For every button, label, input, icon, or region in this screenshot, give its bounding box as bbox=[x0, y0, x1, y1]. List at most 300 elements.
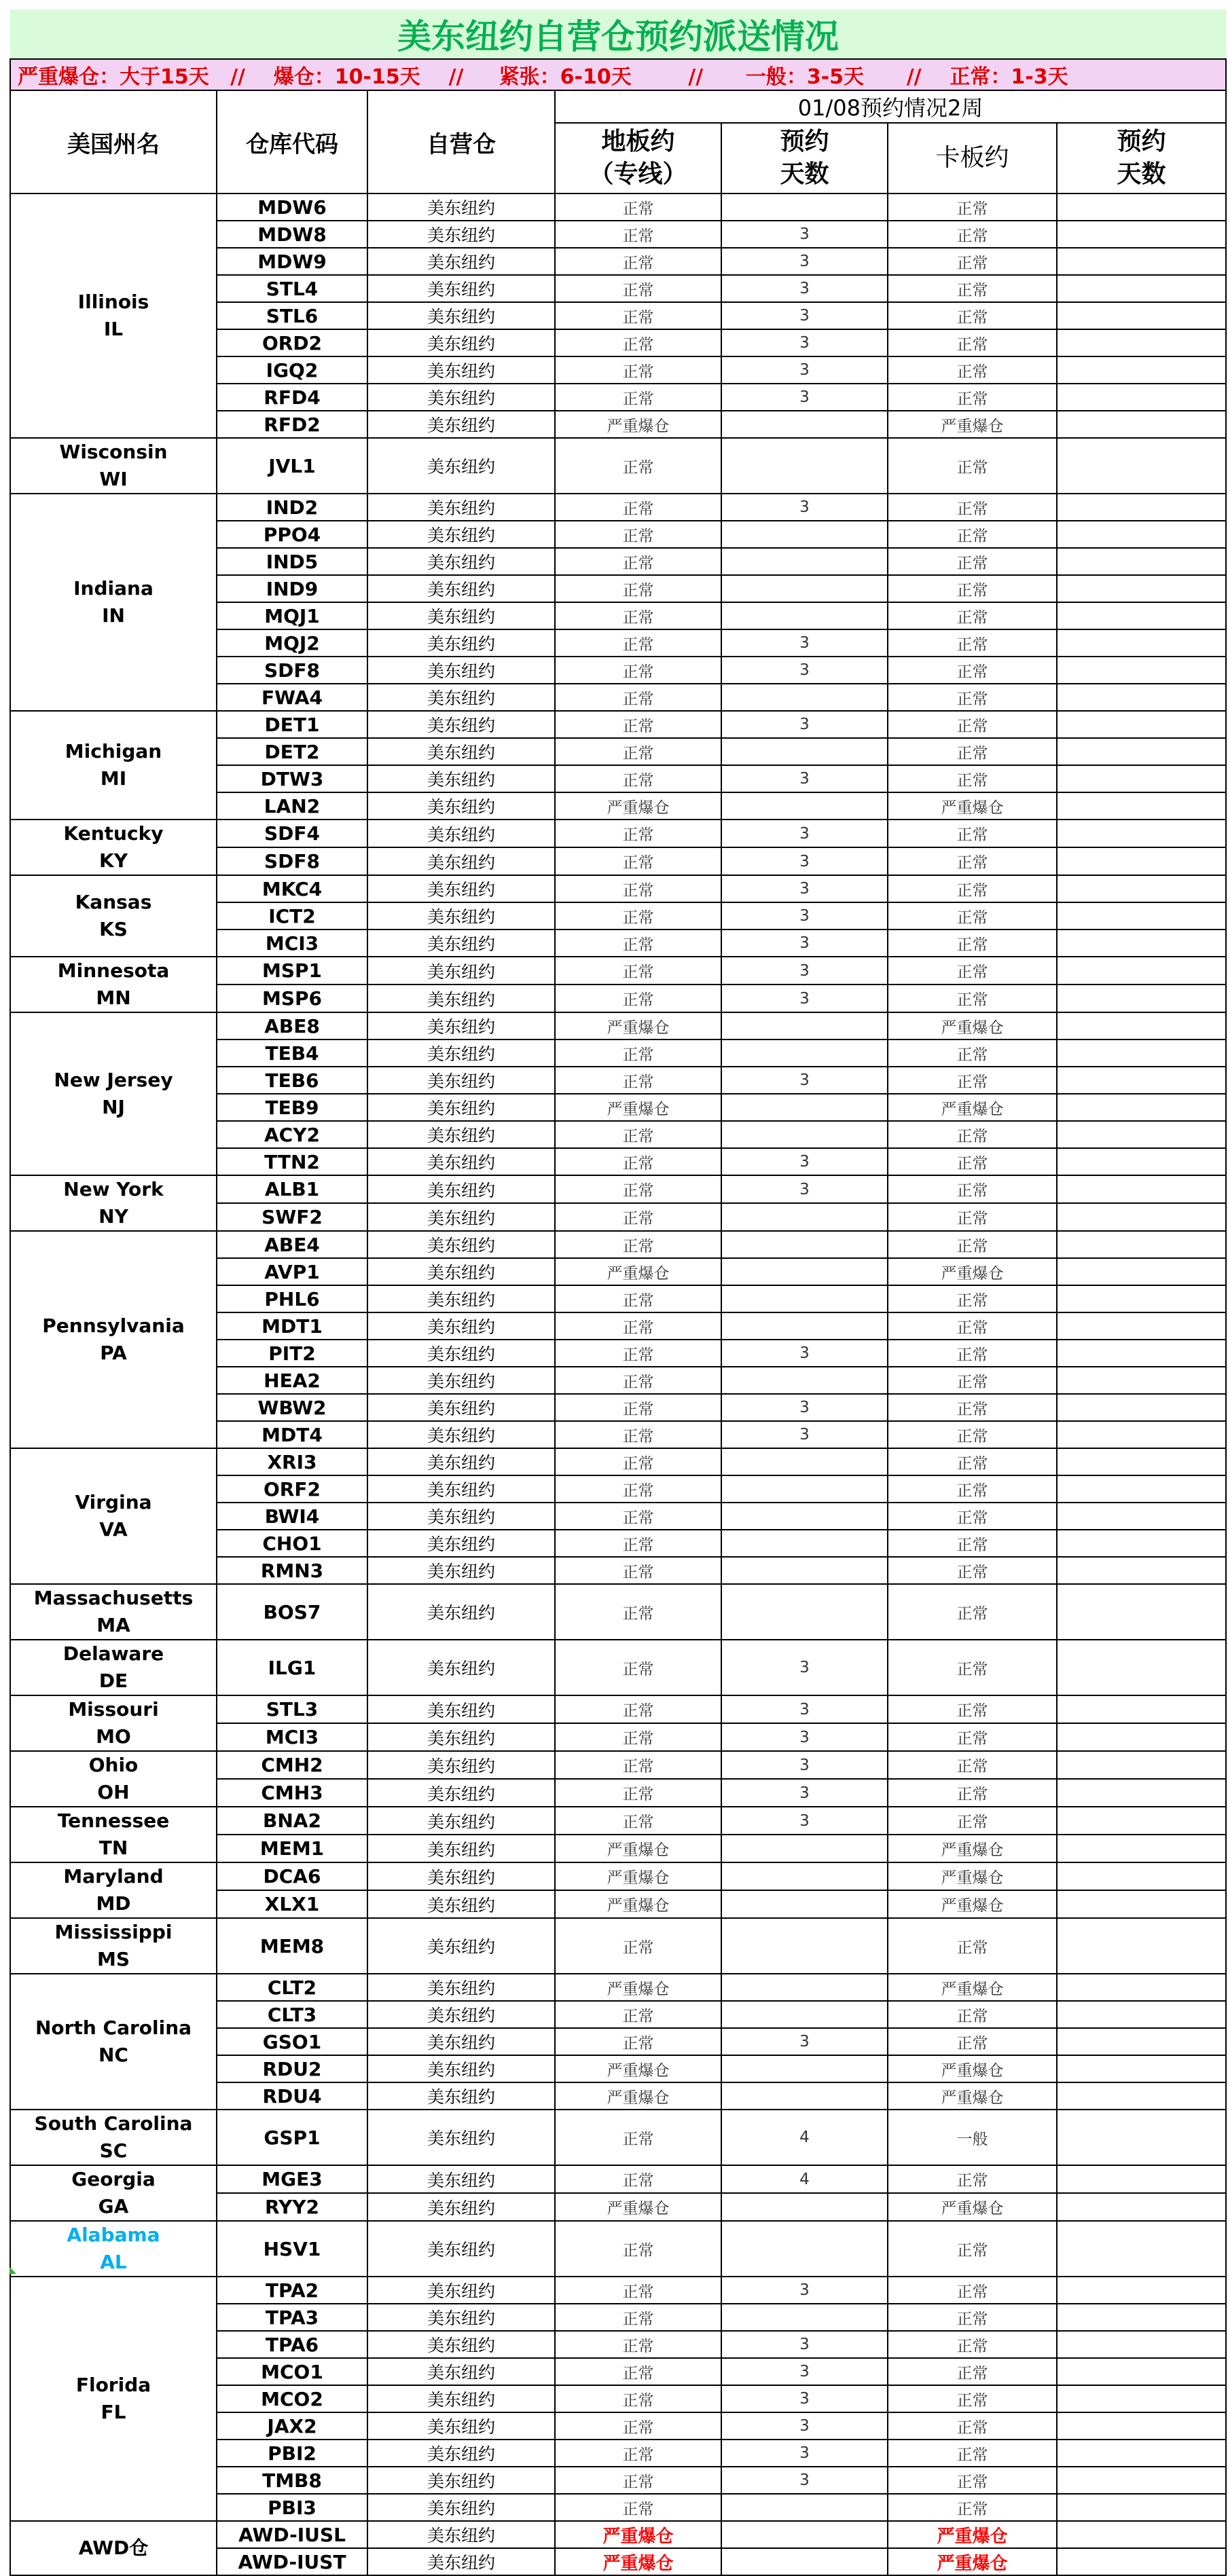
warehouse-cell: 美东纽约 bbox=[367, 1448, 555, 1475]
warehouse-code-cell: FWA4 bbox=[217, 684, 367, 711]
warehouse-code-cell: RDU4 bbox=[217, 2082, 367, 2110]
header-days-1: 预约 天数 bbox=[721, 123, 888, 194]
floor-days-cell bbox=[721, 1448, 888, 1475]
pallet-status-cell: 正常 bbox=[888, 1530, 1057, 1557]
warehouse-code-cell: PBI2 bbox=[217, 2440, 367, 2467]
floor-days-cell: 3 bbox=[721, 711, 888, 738]
sheet-title: 美东纽约自营仓预约派送情况 bbox=[10, 10, 1226, 59]
state-cell: Georgia GA bbox=[10, 2165, 217, 2221]
floor-status-cell: 严重爆仓 bbox=[555, 1258, 721, 1285]
warehouse-cell: 美东纽约 bbox=[367, 629, 555, 657]
warehouse-cell: 美东纽约 bbox=[367, 1012, 555, 1039]
floor-status-cell: 正常 bbox=[555, 1340, 721, 1367]
table-row bbox=[10, 2165, 1226, 2193]
floor-status-cell: 正常 bbox=[555, 602, 721, 629]
warehouse-cell: 美东纽约 bbox=[367, 1258, 555, 1285]
warehouse-cell: 美东纽约 bbox=[367, 1862, 555, 1890]
floor-days-cell bbox=[721, 1862, 888, 1890]
floor-status-cell: 正常 bbox=[555, 2277, 721, 2304]
floor-days-cell bbox=[721, 1835, 888, 1862]
pallet-days-cell bbox=[1057, 1421, 1226, 1448]
warehouse-code-cell: JAX2 bbox=[217, 2412, 367, 2440]
floor-days-cell: 3 bbox=[721, 1779, 888, 1807]
pallet-days-cell bbox=[1057, 221, 1226, 248]
warehouse-cell: 美东纽约 bbox=[367, 2193, 555, 2221]
pallet-status-cell: 严重爆仓 bbox=[888, 2521, 1057, 2548]
pallet-days-cell bbox=[1057, 2304, 1226, 2331]
floor-days-cell: 3 bbox=[721, 820, 888, 847]
floor-days-cell bbox=[721, 2304, 888, 2331]
pallet-status-cell: 正常 bbox=[888, 438, 1057, 494]
pallet-days-cell bbox=[1057, 1285, 1226, 1312]
pallet-days-cell bbox=[1057, 1148, 1226, 1175]
warehouse-cell: 美东纽约 bbox=[367, 1807, 555, 1835]
floor-status-cell: 正常 bbox=[555, 1503, 721, 1530]
pallet-days-cell bbox=[1057, 1367, 1226, 1394]
warehouse-code-cell: CMH3 bbox=[217, 1779, 367, 1807]
pallet-days-cell bbox=[1057, 2521, 1226, 2548]
floor-days-cell bbox=[721, 1918, 888, 1974]
state-cell: South Carolina SC bbox=[10, 2110, 217, 2165]
pallet-days-cell bbox=[1057, 765, 1226, 792]
warehouse-cell: 美东纽约 bbox=[367, 1779, 555, 1807]
pallet-status-cell: 正常 bbox=[888, 2494, 1057, 2521]
warehouse-cell: 美东纽约 bbox=[367, 2467, 555, 2494]
warehouse-code-cell: MDT1 bbox=[217, 1312, 367, 1340]
warehouse-cell: 美东纽约 bbox=[367, 2440, 555, 2467]
floor-status-cell: 正常 bbox=[555, 2028, 721, 2055]
warehouse-cell: 美东纽约 bbox=[367, 711, 555, 738]
title-row bbox=[10, 10, 1226, 59]
pallet-status-cell: 正常 bbox=[888, 738, 1057, 765]
warehouse-code-cell: MCI3 bbox=[217, 1723, 367, 1751]
pallet-days-cell bbox=[1057, 847, 1226, 875]
floor-status-cell: 正常 bbox=[555, 548, 721, 575]
warehouse-cell: 美东纽约 bbox=[367, 1175, 555, 1203]
floor-status-cell: 严重爆仓 bbox=[555, 792, 721, 820]
state-cell: Tennessee TN bbox=[10, 1807, 217, 1862]
pallet-days-cell bbox=[1057, 1695, 1226, 1723]
warehouse-cell: 美东纽约 bbox=[367, 1695, 555, 1723]
floor-days-cell bbox=[721, 1367, 888, 1394]
warehouse-code-cell: PIT2 bbox=[217, 1340, 367, 1367]
state-cell: Kansas KS bbox=[10, 875, 217, 957]
pallet-days-cell bbox=[1057, 2277, 1226, 2304]
table-row bbox=[10, 2277, 1226, 2304]
state-cell: Minnesota MN bbox=[10, 957, 217, 1012]
pallet-status-cell: 一般 bbox=[888, 2110, 1057, 2165]
floor-status-cell: 正常 bbox=[555, 2494, 721, 2521]
pallet-status-cell: 正常 bbox=[888, 521, 1057, 548]
pallet-days-cell bbox=[1057, 957, 1226, 985]
warehouse-cell: 美东纽约 bbox=[367, 575, 555, 602]
severity-legend: 严重爆仓：大于15天 // 爆仓：10-15天 // 紧张：6-10天 // 一般：3-5天 // 正常：1-3天 bbox=[10, 59, 1226, 90]
floor-status-cell: 严重爆仓 bbox=[555, 411, 721, 438]
floor-days-cell: 3 bbox=[721, 765, 888, 792]
pallet-days-cell bbox=[1057, 738, 1226, 765]
warehouse-cell: 美东纽约 bbox=[367, 875, 555, 902]
pallet-days-cell bbox=[1057, 1779, 1226, 1807]
warehouse-code-cell: TTN2 bbox=[217, 1148, 367, 1175]
floor-status-cell: 严重爆仓 bbox=[555, 2521, 721, 2548]
floor-days-cell bbox=[721, 575, 888, 602]
floor-days-cell: 3 bbox=[721, 1751, 888, 1779]
warehouse-cell: 美东纽约 bbox=[367, 1584, 555, 1640]
pallet-status-cell: 严重爆仓 bbox=[888, 2055, 1057, 2082]
floor-status-cell: 正常 bbox=[555, 2385, 721, 2412]
floor-days-cell bbox=[721, 1285, 888, 1312]
floor-days-cell bbox=[721, 1231, 888, 1258]
pallet-status-cell: 严重爆仓 bbox=[888, 1974, 1057, 2001]
pallet-days-cell bbox=[1057, 1530, 1226, 1557]
floor-status-cell: 正常 bbox=[555, 738, 721, 765]
pallet-status-cell: 正常 bbox=[888, 847, 1057, 875]
warehouse-code-cell: RMN3 bbox=[217, 1557, 367, 1584]
warehouse-code-cell: SDF4 bbox=[217, 820, 367, 847]
pallet-status-cell: 正常 bbox=[888, 902, 1057, 930]
floor-status-cell: 严重爆仓 bbox=[555, 1835, 721, 1862]
floor-status-cell: 正常 bbox=[555, 2110, 721, 2165]
state-cell: Pennsylvania PA bbox=[10, 1231, 217, 1448]
pallet-days-cell bbox=[1057, 875, 1226, 902]
floor-status-cell: 正常 bbox=[555, 1918, 721, 1974]
pallet-status-cell: 正常 bbox=[888, 1367, 1057, 1394]
warehouse-cell: 美东纽约 bbox=[367, 1121, 555, 1148]
warehouse-code-cell: HSV1 bbox=[217, 2221, 367, 2277]
floor-status-cell: 正常 bbox=[555, 2467, 721, 2494]
floor-status-cell: 正常 bbox=[555, 711, 721, 738]
pallet-status-cell: 正常 bbox=[888, 2331, 1057, 2358]
legend-row bbox=[10, 59, 1226, 90]
floor-days-cell bbox=[721, 2082, 888, 2110]
floor-days-cell bbox=[721, 2193, 888, 2221]
warehouse-code-cell: CLT3 bbox=[217, 2001, 367, 2028]
warehouse-code-cell: GSP1 bbox=[217, 2110, 367, 2165]
pallet-days-cell bbox=[1057, 1175, 1226, 1203]
table-row bbox=[10, 1231, 1226, 1258]
warehouse-cell: 美东纽约 bbox=[367, 2110, 555, 2165]
pallet-days-cell bbox=[1057, 1094, 1226, 1121]
warehouse-cell: 美东纽约 bbox=[367, 2548, 555, 2575]
pallet-days-cell bbox=[1057, 1312, 1226, 1340]
warehouse-cell: 美东纽约 bbox=[367, 1094, 555, 1121]
floor-status-cell: 正常 bbox=[555, 302, 721, 329]
pallet-status-cell: 严重爆仓 bbox=[888, 1835, 1057, 1862]
warehouse-cell: 美东纽约 bbox=[367, 1723, 555, 1751]
pallet-days-cell bbox=[1057, 902, 1226, 930]
pallet-status-cell: 正常 bbox=[888, 1285, 1057, 1312]
warehouse-code-cell: TPA3 bbox=[217, 2304, 367, 2331]
warehouse-cell: 美东纽约 bbox=[367, 738, 555, 765]
pallet-days-cell bbox=[1057, 1751, 1226, 1779]
pallet-status-cell: 正常 bbox=[888, 930, 1057, 957]
floor-days-cell bbox=[721, 2221, 888, 2277]
floor-status-cell: 正常 bbox=[555, 1203, 721, 1231]
warehouse-code-cell: MQJ1 bbox=[217, 602, 367, 629]
pallet-status-cell: 严重爆仓 bbox=[888, 2193, 1057, 2221]
state-cell: Florida FL bbox=[10, 2277, 217, 2521]
floor-days-cell bbox=[721, 1258, 888, 1285]
warehouse-code-cell: TPA6 bbox=[217, 2331, 367, 2358]
pallet-days-cell bbox=[1057, 329, 1226, 356]
warehouse-cell: 美东纽约 bbox=[367, 2055, 555, 2082]
warehouse-cell: 美东纽约 bbox=[367, 1503, 555, 1530]
pallet-status-cell: 严重爆仓 bbox=[888, 2082, 1057, 2110]
floor-days-cell: 3 bbox=[721, 847, 888, 875]
pallet-status-cell: 正常 bbox=[888, 2358, 1057, 2385]
pallet-days-cell bbox=[1057, 1807, 1226, 1835]
pallet-days-cell bbox=[1057, 2082, 1226, 2110]
warehouse-code-cell: PBI3 bbox=[217, 2494, 367, 2521]
pallet-days-cell bbox=[1057, 1012, 1226, 1039]
warehouse-cell: 美东纽约 bbox=[367, 275, 555, 302]
floor-days-cell bbox=[721, 1557, 888, 1584]
pallet-status-cell: 正常 bbox=[888, 1231, 1057, 1258]
state-cell: Mississippi MS bbox=[10, 1918, 217, 1974]
floor-days-cell: 3 bbox=[721, 930, 888, 957]
floor-days-cell: 3 bbox=[721, 2440, 888, 2467]
pallet-status-cell: 正常 bbox=[888, 548, 1057, 575]
floor-status-cell: 正常 bbox=[555, 384, 721, 411]
table-row bbox=[10, 438, 1226, 494]
warehouse-cell: 美东纽约 bbox=[367, 1394, 555, 1421]
floor-days-cell: 3 bbox=[721, 1175, 888, 1203]
warehouse-cell: 美东纽约 bbox=[367, 2494, 555, 2521]
warehouse-cell: 美东纽约 bbox=[367, 2385, 555, 2412]
floor-status-cell: 正常 bbox=[555, 1584, 721, 1640]
warehouse-code-cell: LAN2 bbox=[217, 792, 367, 820]
floor-days-cell bbox=[721, 2548, 888, 2575]
floor-days-cell bbox=[721, 1312, 888, 1340]
warehouse-cell: 美东纽约 bbox=[367, 221, 555, 248]
pallet-days-cell bbox=[1057, 575, 1226, 602]
floor-days-cell: 3 bbox=[721, 902, 888, 930]
pallet-days-cell bbox=[1057, 2055, 1226, 2082]
floor-days-cell: 3 bbox=[721, 329, 888, 356]
pallet-days-cell bbox=[1057, 1039, 1226, 1067]
floor-status-cell: 正常 bbox=[555, 875, 721, 902]
pallet-status-cell: 正常 bbox=[888, 1918, 1057, 1974]
state-cell: Massachusetts MA bbox=[10, 1584, 217, 1640]
floor-days-cell: 3 bbox=[721, 2028, 888, 2055]
warehouse-code-cell: IND9 bbox=[217, 575, 367, 602]
pallet-days-cell bbox=[1057, 2193, 1226, 2221]
state-cell: Ohio OH bbox=[10, 1751, 217, 1807]
pallet-days-cell bbox=[1057, 2467, 1226, 2494]
warehouse-cell: 美东纽约 bbox=[367, 1530, 555, 1557]
warehouse-code-cell: MKC4 bbox=[217, 875, 367, 902]
state-cell: Kentucky KY bbox=[10, 820, 217, 875]
floor-days-cell bbox=[721, 2055, 888, 2082]
floor-days-cell bbox=[721, 684, 888, 711]
floor-days-cell: 3 bbox=[721, 1148, 888, 1175]
table-row bbox=[10, 2110, 1226, 2165]
header-row-1 bbox=[10, 90, 1226, 123]
warehouse-cell: 美东纽约 bbox=[367, 1312, 555, 1340]
state-cell: Illinois IL bbox=[10, 194, 217, 438]
floor-status-cell: 正常 bbox=[555, 248, 721, 275]
floor-status-cell: 正常 bbox=[555, 2412, 721, 2440]
pallet-days-cell bbox=[1057, 1394, 1226, 1421]
state-cell: Missouri MO bbox=[10, 1695, 217, 1751]
warehouse-cell: 美东纽约 bbox=[367, 1067, 555, 1094]
floor-status-cell: 正常 bbox=[555, 1285, 721, 1312]
schedule-table bbox=[10, 10, 1227, 2576]
pallet-status-cell: 正常 bbox=[888, 684, 1057, 711]
pallet-days-cell bbox=[1057, 792, 1226, 820]
warehouse-code-cell: STL4 bbox=[217, 275, 367, 302]
pallet-status-cell: 严重爆仓 bbox=[888, 1094, 1057, 1121]
pallet-days-cell bbox=[1057, 2331, 1226, 2358]
floor-status-cell: 正常 bbox=[555, 2358, 721, 2385]
floor-days-cell: 3 bbox=[721, 1807, 888, 1835]
floor-status-cell: 正常 bbox=[555, 1367, 721, 1394]
warehouse-code-cell: HEA2 bbox=[217, 1367, 367, 1394]
pallet-days-cell bbox=[1057, 1475, 1226, 1503]
table-row bbox=[10, 2221, 1226, 2277]
warehouse-code-cell: ABE4 bbox=[217, 1231, 367, 1258]
floor-status-cell: 正常 bbox=[555, 2331, 721, 2358]
state-cell: New Jersey NJ bbox=[10, 1012, 217, 1175]
warehouse-cell: 美东纽约 bbox=[367, 2028, 555, 2055]
pallet-status-cell: 正常 bbox=[888, 1067, 1057, 1094]
table-row bbox=[10, 1862, 1226, 1890]
table-row bbox=[10, 2521, 1226, 2548]
warehouse-code-cell: DTW3 bbox=[217, 765, 367, 792]
pallet-status-cell: 正常 bbox=[888, 1584, 1057, 1640]
warehouse-code-cell: IND2 bbox=[217, 494, 367, 521]
warehouse-cell: 美东纽约 bbox=[367, 1421, 555, 1448]
floor-status-cell: 严重爆仓 bbox=[555, 2055, 721, 2082]
floor-status-cell: 正常 bbox=[555, 1530, 721, 1557]
floor-days-cell bbox=[721, 2001, 888, 2028]
floor-days-cell: 3 bbox=[721, 2412, 888, 2440]
pallet-status-cell: 正常 bbox=[888, 1394, 1057, 1421]
warehouse-code-cell: MQJ2 bbox=[217, 629, 367, 657]
warehouse-cell: 美东纽约 bbox=[367, 248, 555, 275]
pallet-days-cell bbox=[1057, 194, 1226, 221]
pallet-status-cell: 正常 bbox=[888, 2277, 1057, 2304]
warehouse-cell: 美东纽约 bbox=[367, 1340, 555, 1367]
floor-status-cell: 正常 bbox=[555, 930, 721, 957]
floor-status-cell: 正常 bbox=[555, 1695, 721, 1723]
floor-days-cell: 3 bbox=[721, 985, 888, 1012]
warehouse-code-cell: AWD-IUSL bbox=[217, 2521, 367, 2548]
pallet-status-cell: 正常 bbox=[888, 1312, 1057, 1340]
state-cell: AWD仓 bbox=[10, 2521, 217, 2575]
floor-status-cell: 正常 bbox=[555, 2440, 721, 2467]
warehouse-code-cell: WBW2 bbox=[217, 1394, 367, 1421]
floor-days-cell bbox=[721, 1475, 888, 1503]
floor-days-cell bbox=[721, 602, 888, 629]
warehouse-code-cell: RYY2 bbox=[217, 2193, 367, 2221]
warehouse-code-cell: MSP1 bbox=[217, 957, 367, 985]
floor-status-cell: 正常 bbox=[555, 2304, 721, 2331]
header-period: 01/08预约情况2周 bbox=[555, 90, 1226, 123]
warehouse-code-cell: AVP1 bbox=[217, 1258, 367, 1285]
pallet-days-cell bbox=[1057, 2412, 1226, 2440]
warehouse-code-cell: TMB8 bbox=[217, 2467, 367, 2494]
floor-days-cell: 3 bbox=[721, 1421, 888, 1448]
floor-status-cell: 正常 bbox=[555, 494, 721, 521]
warehouse-cell: 美东纽约 bbox=[367, 1039, 555, 1067]
floor-days-cell bbox=[721, 1203, 888, 1231]
pallet-status-cell: 正常 bbox=[888, 302, 1057, 329]
pallet-days-cell bbox=[1057, 1203, 1226, 1231]
pallet-status-cell: 正常 bbox=[888, 711, 1057, 738]
floor-days-cell bbox=[721, 792, 888, 820]
table-row bbox=[10, 711, 1226, 738]
state-cell: Indiana IN bbox=[10, 494, 217, 711]
warehouse-cell: 美东纽约 bbox=[367, 902, 555, 930]
warehouse-code-cell: ILG1 bbox=[217, 1640, 367, 1695]
header-state: 美国州名 bbox=[10, 90, 217, 194]
header-code: 仓库代码 bbox=[217, 90, 367, 194]
floor-status-cell: 正常 bbox=[555, 2165, 721, 2193]
floor-status-cell: 正常 bbox=[555, 847, 721, 875]
floor-days-cell bbox=[721, 1890, 888, 1918]
floor-status-cell: 正常 bbox=[555, 957, 721, 985]
pallet-days-cell bbox=[1057, 1584, 1226, 1640]
pallet-status-cell: 正常 bbox=[888, 2028, 1057, 2055]
warehouse-code-cell: MDW6 bbox=[217, 194, 367, 221]
pallet-status-cell: 正常 bbox=[888, 1695, 1057, 1723]
pallet-days-cell bbox=[1057, 302, 1226, 329]
pallet-days-cell bbox=[1057, 1723, 1226, 1751]
pallet-status-cell: 正常 bbox=[888, 1175, 1057, 1203]
warehouse-cell: 美东纽约 bbox=[367, 957, 555, 985]
pallet-status-cell: 正常 bbox=[888, 194, 1057, 221]
pallet-status-cell: 正常 bbox=[888, 1421, 1057, 1448]
warehouse-code-cell: DET2 bbox=[217, 738, 367, 765]
floor-status-cell: 正常 bbox=[555, 1039, 721, 1067]
pallet-days-cell bbox=[1057, 2110, 1226, 2165]
pallet-status-cell: 正常 bbox=[888, 384, 1057, 411]
pallet-status-cell: 正常 bbox=[888, 1121, 1057, 1148]
floor-days-cell: 3 bbox=[721, 494, 888, 521]
table-row bbox=[10, 1175, 1226, 1203]
floor-status-cell: 严重爆仓 bbox=[555, 2548, 721, 2575]
floor-days-cell: 3 bbox=[721, 248, 888, 275]
pallet-status-cell: 正常 bbox=[888, 2221, 1057, 2277]
warehouse-cell: 美东纽约 bbox=[367, 930, 555, 957]
pallet-days-cell bbox=[1057, 1974, 1226, 2001]
pallet-status-cell: 正常 bbox=[888, 221, 1057, 248]
floor-days-cell: 3 bbox=[721, 2358, 888, 2385]
floor-days-cell: 3 bbox=[721, 629, 888, 657]
floor-days-cell bbox=[721, 1974, 888, 2001]
table-row bbox=[10, 1974, 1226, 2001]
warehouse-cell: 美东纽约 bbox=[367, 765, 555, 792]
pallet-status-cell: 严重爆仓 bbox=[888, 792, 1057, 820]
floor-days-cell: 4 bbox=[721, 2110, 888, 2165]
floor-status-cell: 正常 bbox=[555, 1148, 721, 1175]
floor-status-cell: 正常 bbox=[555, 329, 721, 356]
pallet-status-cell: 严重爆仓 bbox=[888, 1862, 1057, 1890]
warehouse-code-cell: JVL1 bbox=[217, 438, 367, 494]
pallet-days-cell bbox=[1057, 602, 1226, 629]
pallet-days-cell bbox=[1057, 2221, 1226, 2277]
floor-status-cell: 正常 bbox=[555, 765, 721, 792]
floor-status-cell: 正常 bbox=[555, 985, 721, 1012]
floor-status-cell: 正常 bbox=[555, 356, 721, 384]
header-warehouse: 自营仓 bbox=[367, 90, 555, 194]
table-row bbox=[10, 1695, 1226, 1723]
warehouse-cell: 美东纽约 bbox=[367, 384, 555, 411]
warehouse-code-cell: MEM1 bbox=[217, 1835, 367, 1862]
floor-days-cell: 3 bbox=[721, 2467, 888, 2494]
floor-status-cell: 正常 bbox=[555, 1779, 721, 1807]
